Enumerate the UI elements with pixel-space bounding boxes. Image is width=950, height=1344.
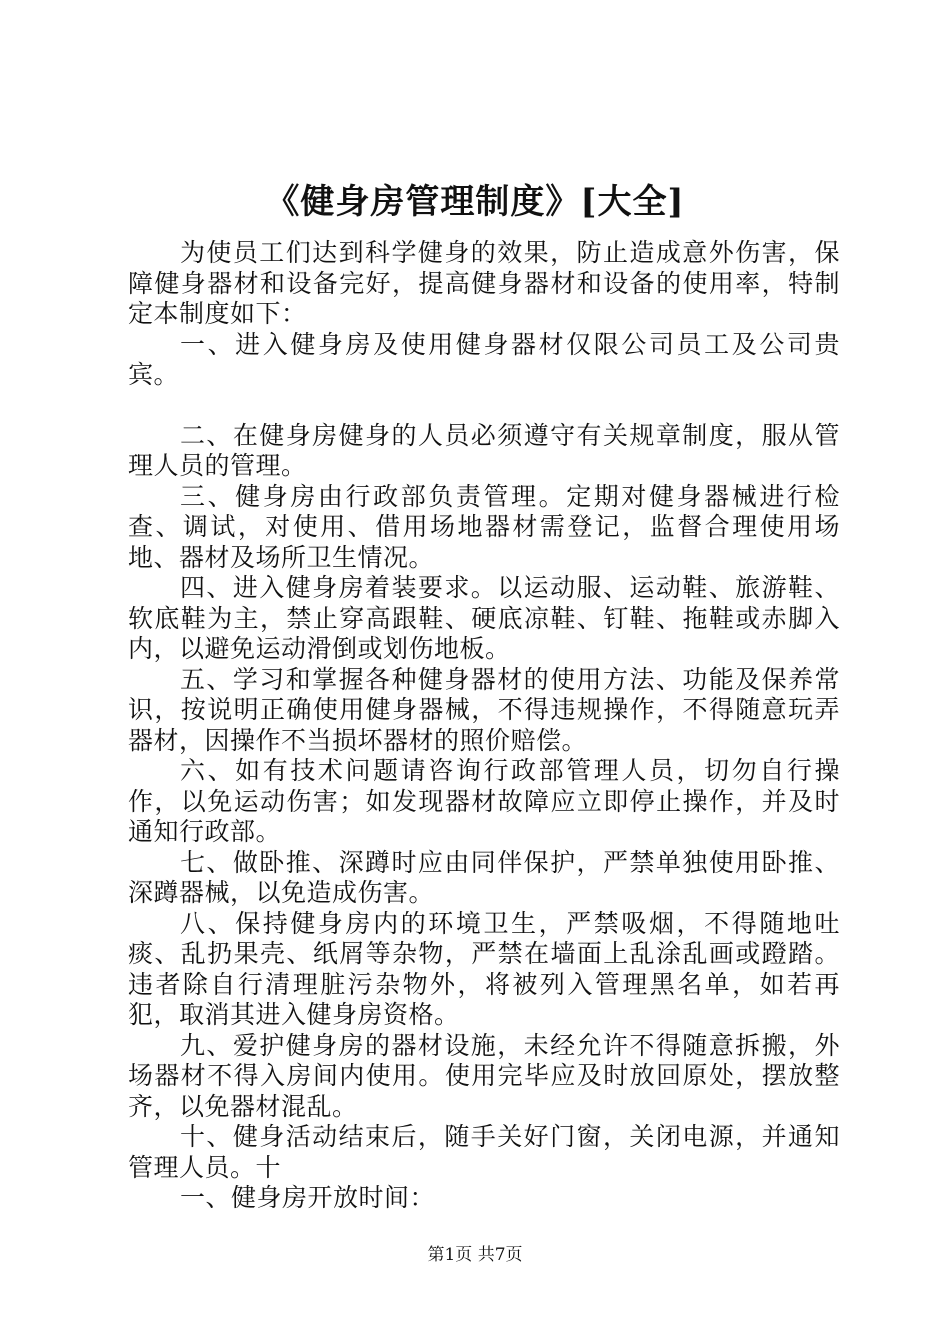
paragraph-rule-6: 六、如有技术问题请咨询行政部管理人员，切勿自行操作，以免运动伤害；如发现器材故障应立即停止操作，并及时通知行政部。	[128, 756, 840, 846]
paragraph-rule-3: 三、健身房由行政部负责管理。定期对健身器械进行检查、调试，对使用、借用场地器材需登记，监督合理使用场地、器材及场所卫生情况。	[128, 481, 840, 572]
paragraph-rule-5: 五、学习和掌握各种健身器材的使用方法、功能及保养常识，按说明正确使用健身器械，不得违规操作，不得随意玩弄器材，因操作不当损坏器材的照价赔偿。	[128, 664, 840, 755]
paragraph-rule-4: 四、进入健身房着装要求。以运动服、运动鞋、旅游鞋、软底鞋为主，禁止穿高跟鞋、硬底凉鞋、钉鞋、拖鞋或赤脚入内，以避免运动滑倒或划伤地板。	[128, 573, 840, 663]
paragraph-rule-8: 八、保持健身房内的环境卫生，严禁吸烟，不得随地吐痰、乱扔果壳、纸屑等杂物，严禁在墙面上乱涂乱画或蹬踏。违者除自行清理脏污杂物外，将被列入管理黑名单，如若再犯，取消其进入健身房资格。	[128, 908, 840, 1029]
document-body	[128, 238, 840, 1214]
paragraph-rule-2: 二、在健身房健身的人员必须遵守有关规章制度，服从管理人员的管理。	[128, 420, 840, 480]
paragraph-rule-9: 九、爱护健身房的器材设施，未经允许不得随意拆搬，外场器材不得入房间内使用。使用完毕应及时放回原处，摆放整齐，以免器材混乱。	[128, 1030, 840, 1121]
paragraph-intro: 为使员工们达到科学健身的效果，防止造成意外伤害，保障健身器材和设备完好，提高健身器材和设备的使用率，特制定本制度如下：	[128, 238, 840, 328]
paragraph-rule-11: 一、健身房开放时间：	[180, 1183, 436, 1212]
paragraph-rule-1: 一、进入健身房及使用健身器材仅限公司员工及公司贵宾。	[128, 329, 840, 389]
paragraph-rule-7: 七、做卧推、深蹲时应由同伴保护，严禁单独使用卧推、深蹲器械，以免造成伤害。	[128, 847, 840, 907]
paragraph-rule-10: 十、健身活动结束后，随手关好门窗，关闭电源，并通知管理人员。十	[128, 1122, 840, 1182]
document-title: 《健身房管理制度》[大全]	[265, 182, 685, 222]
page-number-footer: 第1页 共7页	[427, 1245, 523, 1265]
